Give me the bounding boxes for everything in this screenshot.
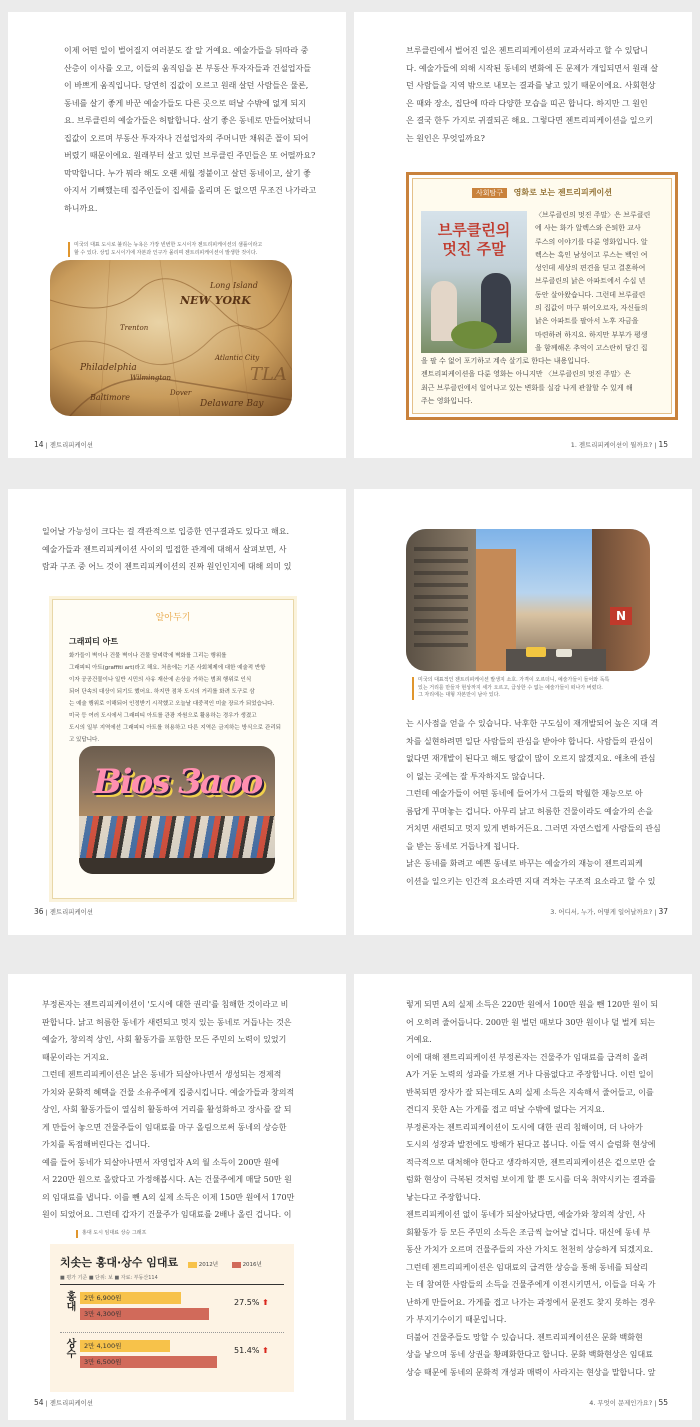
legend-label-2012: 2012년 (198, 1262, 219, 1268)
map-label: Wilmington (130, 374, 171, 382)
box-title: 알아두기 (155, 613, 191, 623)
poster-title: 멋진 주말 (442, 240, 506, 258)
page-folio: 3. 어디서, 누가, 어떻게 일어날까요? | 37 (550, 907, 668, 916)
vintage-map-photo (50, 260, 292, 416)
info-box (52, 599, 294, 899)
legend-swatch-2012 (188, 1262, 197, 1268)
body-text: 브루클린에서 벌어진 일은 젠트리피케이션의 교과서라고 할 수 있답니 다. 예술가들에 의해 시작된 동네의 변화에 돈 문제가 개입되면서 원래 살 던 사람들을 지역 밖으로 내모는 결과를 낳고 있기 때문이에요. 사회현상 은 때와 장소, 집단에 따라 다양한 모습을 띠곤 합니다. 하지만 그 원인 은 결국 한두 가지로 귀결되곤 해요. 그렇다면 젠트리피케이션을 일으키 는 원인은 무엇일까요? (406, 46, 659, 143)
map-label: TLA (250, 364, 287, 385)
box-text: 화가들이 벽이나 건물 벽이나 건물 담벼락에 벽화를 그리는 행위를 그래피티 아트(graffiti art)라고 해요. 처음에는 기존 사회체제에 대한 예술적 반항 이자 공공건물이나 일반 시민의 사유 재산에 손상을 가하는 범죄 행위로 인식 되어 단속의 대상이 되기도 했어요. 하지만 점차 도시의 거리를 화려 도구로 삼 는 예술 행위로 이해되어 인정받기 시작했고 오늘날 대중적인 미술 장르가 되었습니다. 미국 등 여러 도시에서 그래피티 아트를 관광 자원으로 활용하는 경우가 생겼고 도시의 일부 지역에선 그래피티 아트를 허용하고 다른 지역은 금지하는 방식으로 관리되고 있답니다. (69, 653, 281, 743)
soho-street-photo (406, 529, 650, 671)
page-36 (8, 489, 346, 935)
up-arrow-icon: ⬆ (261, 1346, 269, 1355)
chart-title: 치솟는 홍대·상수 임대료 (60, 1256, 179, 1269)
map-label: Dover (170, 389, 192, 397)
body-text: 이제 어떤 일이 벌어질지 여러분도 잘 알 거예요. 예술가들을 뒤따라 중 산층이 이사를 오고, 이들의 움직임을 본 부동산 투자자들과 건설업자들 이 바쁘게 움직입니다. 당연히 집값이 오르고 원래 살던 사람들은 물론, 동네를 살기 좋게 바꾼 예술가들도 다른 곳으로 떠날 수밖에 없게 되지 요. 브루클린의 예술가들은 허탈합니다. 살기 좋은 동네로 만들어놨더니 집값이 오르며 부동산 투자자나 건설업자의 주머니만 채워준 꼴이 되어 버렸기 때문이에요. 원래부터 살고 있던 브루클린 주민들은 또 어떨까요? 막막합니다. 누가 뭐라 해도 오랜 세월 정붙이고 살던 동네이고, 살기 좋 아지서 기뻐했는데 집주인들이 집세를 올리며 돈 없으면 무조건 나가라고 하니까요. (64, 46, 317, 213)
page-folio: 54 | 젠트리피케이션 (34, 1398, 93, 1407)
bar-value-label: 2만 4,100원 (84, 1342, 122, 1350)
legend-swatch-2016 (232, 1262, 241, 1268)
box-text: 을 팔 수 없어 포기하고 계속 살기로 한다는 내용입니다. 젠트리피케이션을 다룬 영화는 아니지만 〈브루클린의 멋진 주말〉은 최근 브루클린에서 일어나고 있는 변화를 실감 나게 관찰할 수 있게 해 주는 영화입니다. (421, 357, 633, 405)
page-54 (8, 974, 346, 1420)
rent-chart (50, 1244, 294, 1392)
poster-title: 브루클린의 (437, 221, 511, 239)
body-text: 렇게 되면 A의 실제 소득은 220만 원에서 100만 원을 뺀 120만 원이 되 어 오히려 줄어듭니다. 200만 원 벌던 때보다 30만 원이나 덜 벌게 되는 거예요. 이에 대해 젠트리피케이션 부정론자는 건물주가 임대료를 급격히 올려 A가 거둔 노력의 성과를 가로챈 거나 다름없다고 주장합니다. 이런 일이 반복되면 장사가 잘 되는데도 A의 실제 소득은 지속해서 줄어들고, 이를 견디지 못한 A는 가게를 접고 떠날 수밖에 없다는 거지요. 부정론자는 젠트리피케이션이 도시에 대한 권리 침해이며, 더 나아가 도시의 성장과 발전에도 방해가 된다고 봅니다. 이들 역시 슬럼화 현상에 적극적으로 대처해야 한다고 생각하지만, 젠트리피케이션은 겉으로만 슬 럼화 현상이 극복된 것처럼 보이게 할 뿐 도시를 더욱 취약시키는 결과를 낳는다고 주장합니다. 젠트리피케이션 없이 동네가 되살아났다면, 예술가와 창의적 상인, 사 회활동가 등 모든 주민의 소득은 조금씩 늘어날 겁니다. 대신에 동네 부 동산 가치가 오르며 건물주들의 자산 가치도 천천히 상승하게 되겠지요. 그런데 젠트리피케이션은 임대료의 급격한 상승을 통해 동네를 되살리 는 데 참여한 사람들의 소득을 건물주에게 이전시키면서, 이들을 더욱 가 난하게 만들어요. 가게를 접고 나가는 과정에서 문전도 찾지 못하는 경우 가 부지기수이기 때문입니다. 더불어 건물주들도 망할 수 있습니다. 젠트리피케이션은 문화 백화현 상을 낳으며 동네 상권을 황폐화한다고 합니다. 문화 백화현상은 임대료 상승 때문에 동네의 문화적 개성과 매력이 사라지는 현상을 말합니다. 앞 (406, 1000, 659, 1377)
bar-value-label: 2만 6,900원 (84, 1294, 122, 1302)
box-text: 〈브루클린의 멋진 주말〉은 브루클린 에 사는 화가 알렉스와 은퇴한 교사 루스의 이야기를 다룬 영화입니다. 알 렉스는 흑인 남성이고 루스는 백인 여 성인데 세상의 편견을 딛고 결혼하여 브루클린의 낡은 아파트에서 수십 년 동안 살아왔습니다. 그런데 브루클린 의 집값이 마구 뛰어오르자, 자신들의 낡은 아파트를 팔아서 노후 자금을 마련하려 하지요. 하지만 부부가 평생 을 함께해온 추억이 고스란히 담긴 집 (535, 211, 651, 352)
page-folio: 1. 젠트리피케이션이 뭘까요? | 15 (570, 440, 668, 449)
page-folio: 14 | 젠트리피케이션 (34, 440, 93, 449)
growth-label: 51.4% ⬆ (234, 1346, 269, 1355)
photo-caption: 미국의 대표적인 젠트리피케이션 발생지 소호. 가격이 오르더니, 예술가들이 들어와 독특 있는 거리를 만들자 현상까지 세가 오르고, 급상한 수 없는 예술가들이 떠나가 버렸다. 그 자리에는 대형 자본만이 남아 있다. (412, 677, 648, 700)
legend (188, 1260, 262, 1268)
category-label: 상수 (64, 1338, 75, 1358)
box-tag: 사회탐구 (472, 188, 507, 198)
photo-caption: 미국의 대표 도시로 불리는 뉴욕은 가장 빈번한 도시이자 젠트리피케이션의 샘플이라고 할 수 있다. 상업 도시이기에 자본과 인구가 몰리며 젠트리피케이션이 발생한 것이다. (68, 242, 308, 257)
movie-poster (421, 211, 527, 353)
body-text: 부정론자는 젠트리피케이션이 '도시에 대한 권리'를 침해한 것이라고 비 판합니다. 낡고 허름한 동네가 새련되고 멋지 있는 동네로 거듭나는 것은 예술가, 창의적 상인, 사회 활동가를 포함한 모든 주민의 노력이 있었기 때문이라는 거지요. 그런데 젠트리피케이션은 낡은 동네가 되살아나면서 생성되는 경제적 가치와 문화적 혜택을 건물 소유주에게 집중시킵니다. 예술가들과 창의적 상인, 사회 활동가들이 열심히 활동하여 거리를 활성화하고 장사를 잘 되 게 만들어 놓으면 건물주들이 임대료를 마구 올림으로써 동네의 상승한 가치를 독점해버린다는 겁니다. 예를 들어 동네가 되살아나면서 자영업자 A의 월 소득이 200만 원에 서 220만 원으로 올랐다고 가정해봅시다. A는 건물주에게 매달 50만 원 의 임대료를 냅니다. 이를 뺀 A의 실제 소득은 이제 150만 원에서 170만 원이 되었어요. 그런데 갑자기 건물주가 임대료를 2배나 올린 겁니다. 이 (42, 1000, 295, 1219)
map-label: Baltimore (90, 393, 130, 402)
page-15 (354, 12, 692, 458)
map-label: Long Island (210, 281, 258, 290)
chart-subtitle: ■ 평가 기준 ■ 단위: 보 ■ 자료: 부동산114 (60, 1275, 158, 1281)
box-title: 영화로 보는 젠트리피케이션 (513, 188, 612, 197)
map-label: NEW YORK (180, 294, 251, 307)
box-heading: 그래피티 아트 (69, 637, 119, 646)
page-folio: 36 | 젠트리피케이션 (34, 907, 93, 916)
category-label: 홍대 (64, 1291, 75, 1311)
store-sign: N (610, 607, 632, 625)
page-55 (354, 974, 692, 1420)
graffiti-text: Bios 3aoo (93, 762, 262, 802)
up-arrow-icon: ⬆ (261, 1298, 269, 1307)
map-illustration (50, 260, 292, 416)
page-37 (354, 489, 692, 935)
page-folio: 4. 무엇이 문제인가요? | 55 (589, 1398, 668, 1407)
map-label: Philadelphia (80, 363, 137, 373)
graffiti-photo (79, 746, 275, 874)
page-14 (8, 12, 346, 458)
map-label: Atlantic City (215, 354, 260, 362)
growth-label: 27.5% ⬆ (234, 1298, 269, 1307)
movie-box (406, 172, 678, 420)
bar-value-label: 3만 4,300원 (84, 1310, 122, 1318)
legend-label-2016: 2016년 (242, 1262, 262, 1268)
map-label: Delaware Bay (200, 399, 264, 409)
body-text: 는 시사점을 얻을 수 있습니다. 낙후한 구도심이 재개발되어 높은 지대 격 차를 실현하려면 일단 사람들의 관심을 받아야 합니다. 사람들의 관심이 없다면 재개발이 된다고 해도 땅값이 많이 오르지 않겠지요. 애초에 관심 이 없는 곳에는 잘 투자하지도 않습니다. 그런데 예술가들이 어떤 동네에 들어가서 그들의 탁월한 재능으로 아 름답게 꾸며놓는 겁니다. 아무리 낡고 허름한 건물이라도 예술가의 손을 거치면 새련되고 멋지 있게 변하거든요. 그러면 자연스럽게 사람들의 관심 을 받는 동네로 거듭나게 됩니다. 낡은 동네를 화려고 예쁜 동네로 바꾸는 예술가의 재능이 젠트리피케 이션을 일으키는 인간적 요소라면 지대 격차는 구조적 요소라고 할 수 있 (406, 719, 661, 886)
chart-caption: 홍대 도시 임대료 상승 그래프 (76, 1230, 276, 1238)
body-text: 일어날 가능성이 크다는 걸 객관적으로 입증한 연구결과도 있다고 해요. 예술가들과 젠트리피케이션 사이의 밀접한 관계에 대해서 살펴보면, 사 람과 구조 중 어느 것이 젠트리피케이션의 진짜 원인인지에 대해 의미 있 (42, 527, 292, 571)
bar-value-label: 3만 6,500원 (84, 1358, 122, 1366)
map-label: Trenton (120, 324, 149, 332)
